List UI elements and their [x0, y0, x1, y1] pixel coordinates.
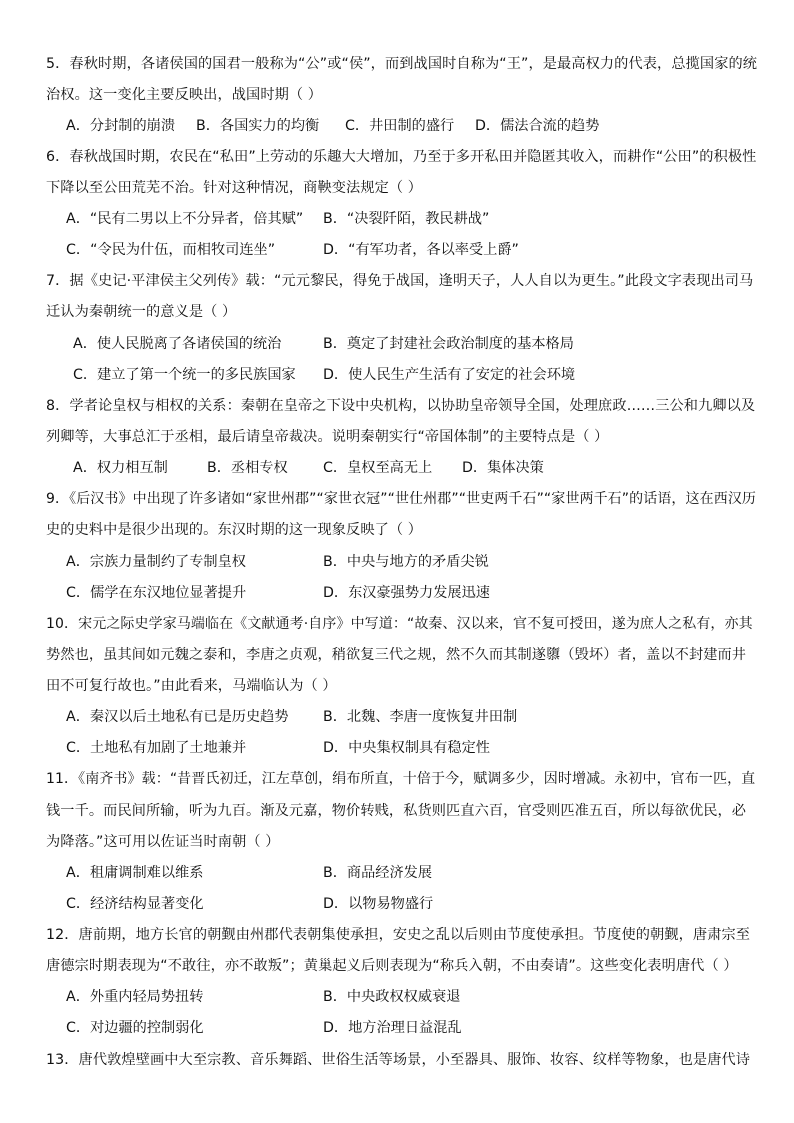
- q12-option-b: B．中央政权权威衰退: [323, 989, 461, 1005]
- q8-option-b: B．丞相专权: [207, 460, 288, 476]
- q11-option-a: A．租庸调制难以维系: [66, 865, 204, 881]
- q12-option-c: C．对边疆的控制弱化: [66, 1020, 204, 1036]
- q9-option-c: C．儒学在东汉地位显著提升: [66, 585, 247, 601]
- q12-stem-line-1: 12．唐前期，地方长官的朝觐由州郡代表朝集使承担，安史之乱以后则由节度使承担。节度使的朝觐，唐肃宗至: [46, 927, 751, 943]
- q6-stem-line-1: 6．春秋战国时期，农民在“私田”上劳动的乐趣大大增加，乃至于多开私田并隐匿其收入，而耕作“公田”的积极性: [46, 149, 757, 165]
- q5-stem-line-2: 治权。这一变化主要反映出，战国时期（ ）: [46, 87, 323, 103]
- q6-option-b: B．“决裂阡陌，教民耕战”: [323, 211, 490, 227]
- q9-option-d: D．东汉豪强势力发展迅速: [323, 585, 490, 601]
- q11-option-d: D．以物易物盛行: [323, 896, 434, 912]
- q10-option-c: C．土地私有加剧了土地兼并: [66, 740, 247, 756]
- q6-option-d: D．“有军功者，各以率受上爵”: [323, 242, 519, 258]
- q12-option-d: D．地方治理日益混乱: [323, 1020, 462, 1036]
- q10-option-b: B．北魏、李唐一度恢复井田制: [323, 709, 518, 725]
- q5-option-a: A．分封制的崩溃: [66, 118, 176, 134]
- q12-stem-line-2: 唐德宗时期表现为“不敢往，亦不敢叛”；黄巢起义后则表现为“称兵入朝，不由奏请”。这些变化表明唐代（ ）: [46, 958, 738, 974]
- q9-stem-line-1: 9．《后汉书》中出现了许多诸如“家世州郡”“家世衣冠”“世仕州郡”“世吏两千石”“家世两千石”的话语，这在西汉历: [46, 491, 757, 507]
- q8-option-a: A．权力相互制: [73, 460, 168, 476]
- q7-stem-line-1: 7．据《史记·平津侯主父列传》载：“元元黎民，得免于战国，逢明天子，人人自以为更生。”此段文字表现出司马: [46, 273, 754, 289]
- q7-option-a: A．使人民脱离了各诸侯国的统治: [73, 336, 282, 352]
- q10-stem-line-1: 10．宋元之际史学家马端临在《文献通考·自序》中写道：“故秦、汉以来，官不复可授田，遂为庶人之私有，亦其: [46, 616, 753, 632]
- q10-stem-line-3: 田不可复行故也。”由此看来，马端临认为（ ）: [46, 678, 337, 694]
- q7-option-b: B．奠定了封建社会政治制度的基本格局: [323, 336, 574, 352]
- q13-stem-line-1: 13．唐代敦煌壁画中大至宗教、音乐舞蹈、世俗生活等场景，小至器具、服饰、妆容、纹样等物象，也是唐代诗: [46, 1052, 751, 1068]
- q12-option-a: A．外重内轻局势扭转: [66, 989, 204, 1005]
- q6-stem-line-2: 下降以至公田荒芜不治。针对这种情况，商鞅变法规定（ ）: [46, 180, 423, 196]
- q11-stem-line-1: 11．《南齐书》载：“昔晋氏初迁，江左草创，绢布所直，十倍于今，赋调多少，因时增减。永初中，官布一匹，直: [46, 771, 756, 787]
- q10-option-a: A．秦汉以后土地私有已是历史趋势: [66, 709, 289, 725]
- q7-option-d: D．使人民生产生活有了安定的社会环境: [323, 367, 576, 383]
- q8-stem-line-1: 8．学者论皇权与相权的关系：秦朝在皇帝之下设中央机构，以协助皇帝领导全国，处理庶政……三公和九卿以及: [46, 398, 756, 414]
- q7-option-c: C．建立了第一个统一的多民族国家: [73, 367, 296, 383]
- q9-option-a: A．宗族力量制约了专制皇权: [66, 554, 246, 570]
- q10-stem-line-2: 势然也，虽其间如元魏之泰和，李唐之贞观，稍欲复三代之规，然不久而其制遂隳（毁坏）者，盖以不封建而井: [46, 647, 747, 663]
- q5-option-b: B．各国实力的均衡: [196, 118, 320, 134]
- q5-option-c: C．井田制的盛行: [345, 118, 455, 134]
- q11-option-c: C．经济结构显著变化: [66, 896, 204, 912]
- q10-option-d: D．中央集权制具有稳定性: [323, 740, 490, 756]
- q5-option-d: D．儒法合流的趋势: [475, 118, 600, 134]
- q5-stem-line-1: 5．春秋时期，各诸侯国的国君一般称为“公”或“侯”，而到战国时自称为“王”，是最高权力的代表，总揽国家的统: [46, 56, 758, 72]
- q8-stem-line-2: 列卿等，大事总汇于丞相，最后请皇帝裁决。说明秦朝实行“帝国体制”的主要特点是（ ）: [46, 429, 609, 445]
- q11-stem-line-3: 为降落。”这可用以佐证当时南朝（ ）: [46, 834, 280, 850]
- q7-stem-line-2: 迁认为秦朝统一的意义是（ ）: [46, 304, 237, 320]
- q8-option-d: D．集体决策: [462, 460, 544, 476]
- q11-option-b: B．商品经济发展: [323, 865, 433, 881]
- q11-stem-line-2: 钱一千。而民间所输，听为九百。渐及元嘉，物价转贱，私货则匹直六百，官受则匹准五百，所以每欲优民，必: [46, 803, 747, 819]
- q6-option-c: C．“令民为什伍，而相牧司连坐”: [66, 242, 276, 258]
- q8-option-c: C．皇权至高无上: [323, 460, 433, 476]
- q6-option-a: A．“民有二男以上不分异者，倍其赋”: [66, 211, 304, 227]
- q9-stem-line-2: 史的史料中是很少出现的。东汉时期的这一现象反映了（ ）: [46, 522, 423, 538]
- q9-option-b: B．中央与地方的矛盾尖锐: [323, 554, 489, 570]
